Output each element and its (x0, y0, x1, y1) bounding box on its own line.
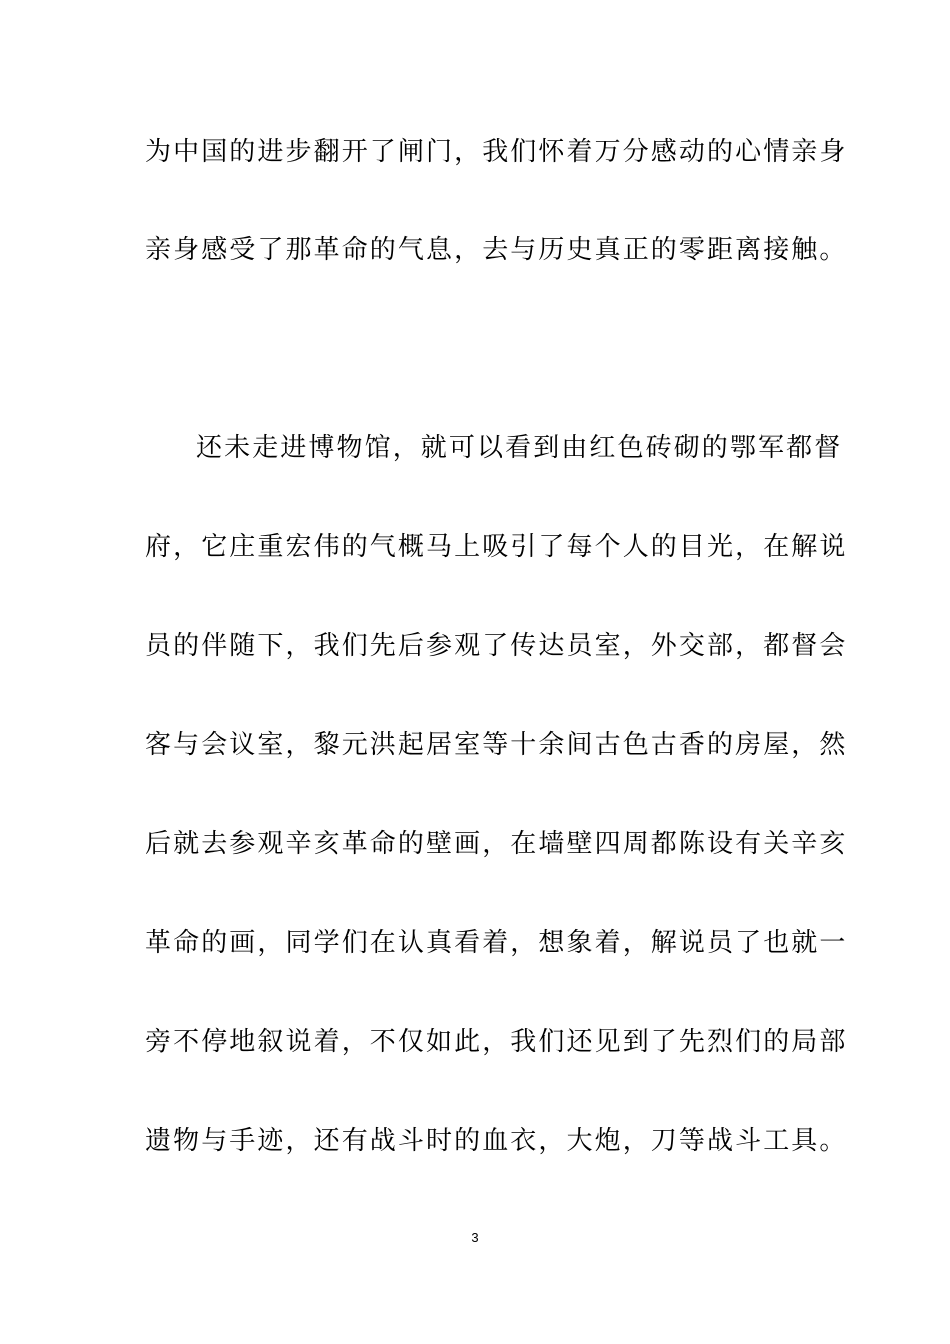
page-number: 3 (471, 1230, 479, 1245)
paragraph-2-line-4: 客与会议室，黎元洪起居室等十余间古色古香的房屋，然 (145, 730, 848, 760)
paragraph-1-line-1: 为中国的进步翻开了闸门，我们怀着万分感动的心情亲身 (145, 137, 848, 167)
paragraph-2-line-2: 府，它庄重宏伟的气概马上吸引了每个人的目光，在解说 (145, 532, 848, 562)
paragraph-1-line-2: 亲身感受了那革命的气息，去与历史真正的零距离接触。 (145, 235, 848, 265)
paragraph-2-line-3: 员的伴随下，我们先后参观了传达员室，外交部，都督会 (145, 631, 848, 661)
paragraph-2-line-7: 旁不停地叙说着，不仅如此，我们还见到了先烈们的局部 (145, 1027, 848, 1057)
paragraph-2-line-8: 遗物与手迹，还有战斗时的血衣，大炮，刀等战斗工具。 (145, 1126, 848, 1156)
paragraph-2-line-1: 还未走进博物馆，就可以看到由红色砖砌的鄂军都督 (196, 433, 843, 463)
paragraph-2-line-5: 后就去参观辛亥革命的壁画，在墙壁四周都陈设有关辛亥 (145, 829, 848, 859)
paragraph-2-line-6: 革命的画，同学们在认真看着，想象着，解说员了也就一 (145, 928, 848, 958)
